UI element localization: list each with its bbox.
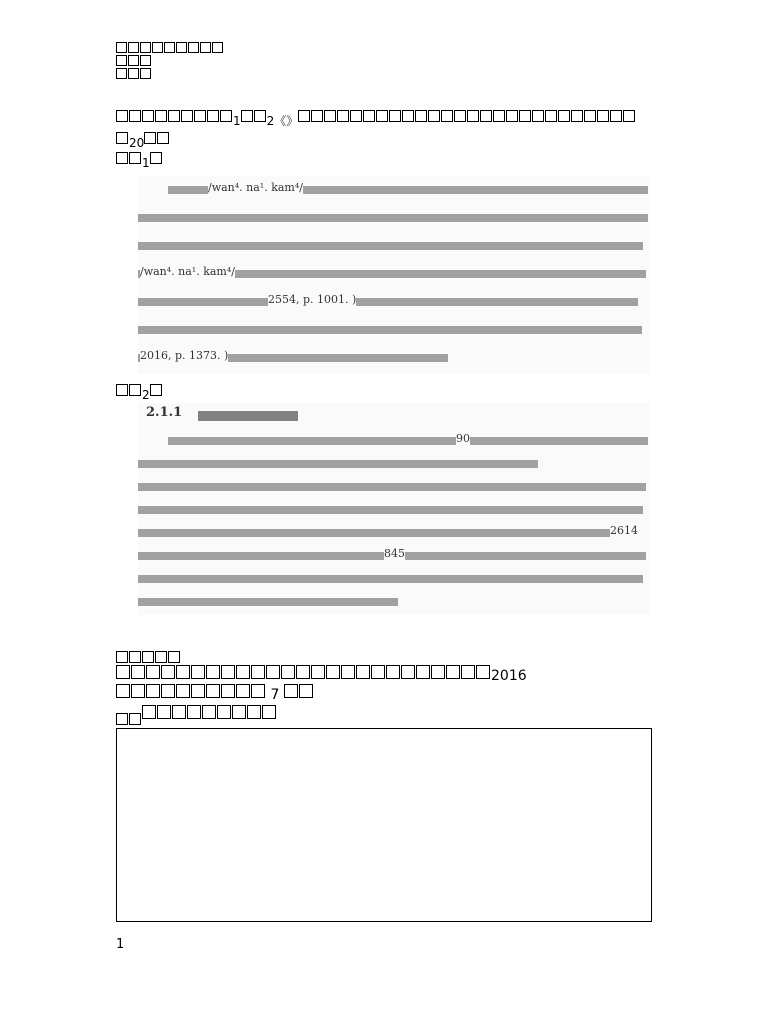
header-line-3 [116,68,152,87]
text1-transcription-1: /wan⁴. na¹. kam⁴/ [208,181,303,194]
text2-number-decade: 90 [456,432,470,445]
instruction-text-2-ref: 2 [266,114,275,128]
text1-label: 1 [116,152,163,171]
reference-number: 7 [270,687,280,703]
instruction-paragraph [116,110,656,151]
instruction-quote-marks: 《》 [274,114,299,128]
text1-transcription-2: /wan⁴. na¹. kam⁴/ [140,265,235,278]
reference-year: 2016 [491,668,527,684]
text2-section-number: 2.1.1 [146,405,183,420]
text1-citation-2: 2016, p. 1373. ) [140,349,229,362]
text1-citation-1: 2554, p. 1001. ) [268,293,357,306]
text2-label: 2 [116,384,163,403]
text2-number-page-a: 2614 [610,524,638,537]
text2-number-page-b: 845 [384,547,405,560]
text2-excerpt-image [138,403,650,615]
answer-box[interactable] [116,728,652,922]
reference-entry [116,665,656,724]
page-number: 1 [116,937,125,952]
text1-excerpt-image [138,176,650,374]
instruction-score: 20 [129,136,145,150]
instruction-text-1-ref: 1 [233,114,241,128]
